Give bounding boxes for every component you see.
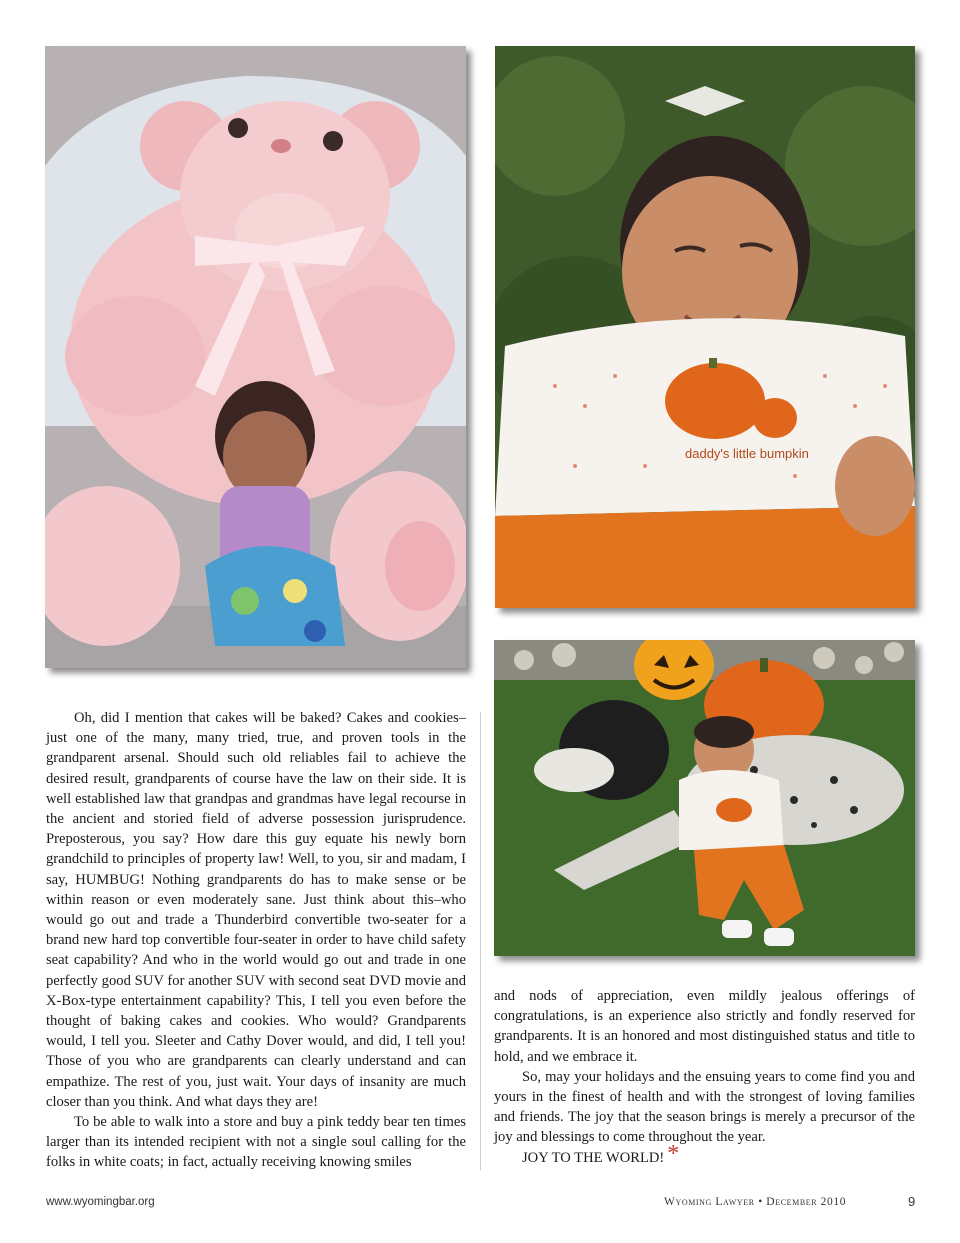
photo-teddy-bear-baby — [45, 46, 466, 668]
article-column-right — [494, 986, 915, 1168]
footer-publication: Wyoming Lawyer • December 2010 — [664, 1196, 847, 1208]
article-paragraph: and nods of appreciation, even mildly jealous offerings of congratulations, is an experience also strictly and fondly reserved for grandparents. It is an honored and most distinguished status and title to hold, and we embrace it. — [494, 988, 915, 1065]
footer-url[interactable]: www.wyomingbar.org — [46, 1196, 155, 1208]
column-divider — [480, 712, 481, 1170]
dog-baby-illustration — [494, 640, 915, 956]
end-mark-icon: * — [667, 1140, 680, 1167]
closing-line — [494, 1140, 915, 1168]
closing-text: JOY TO THE WORLD! — [522, 1149, 665, 1166]
shirt-slogan: daddy's little bumpkin — [685, 446, 809, 461]
article-column-left — [46, 708, 466, 1173]
page-number: 9 — [908, 1194, 916, 1209]
article-paragraph: Oh, did I mention that cakes will be baked? Cakes and cookies–just one of the many, many tried, true, and proven tools in the grandparent arsenal. Should such old reliables fail to achieve the desired result, grandparents of course have the law on their side. It is well established law that grandpas and grandmas have legal recourse in the ancient and storied field of adverse possession jurisprudence. Preposterous, you say? How dare this guy equate his newly born grandchild to principles of property law! Well, to you, sir and madam, I say, HUMBUG! Nothing grandparents do has to make sense or be within reason or even moderately sane. Just think about this–who would go out and trade a Thunderbird convertible two-seater for a brand new hard top convertible four-seater in order to have child safety seat capability? And who in the world would go out and trade in one perfectly good SUV for another SUV with second seat DVD movie and X-Box-type entertainment capability? This, I tell you even before the thought of baking cakes and cookies. Who would? Grandparents would, I tell you. Sleeter and Cathy Dover would, and did, I tell you! Those of you who are grandparents can clearly understand and can empathize. The rest of you, just wait. Your days of insanity are much closer than you think. And what days they are! — [46, 710, 466, 1110]
baby-pumpkin-illustration — [495, 46, 915, 608]
article-paragraph: So, may your holidays and the ensuing years to come find you and yours in the finest of health and with the strongest of loving families and friends. The joy that the season brings is merely a precursor of the joy and blessings to come throughout the year. — [494, 1068, 915, 1146]
photo-baby-pumpkin-shirt — [495, 46, 915, 608]
photo-dog-baby-pumpkins — [494, 640, 915, 956]
article-paragraph: To be able to walk into a store and buy a pink teddy bear ten times larger than its intended recipient with not a single soul calling for the folks in white coats; in fact, actually receiving knowing smiles — [46, 1114, 466, 1171]
teddy-bear-illustration — [45, 46, 466, 668]
